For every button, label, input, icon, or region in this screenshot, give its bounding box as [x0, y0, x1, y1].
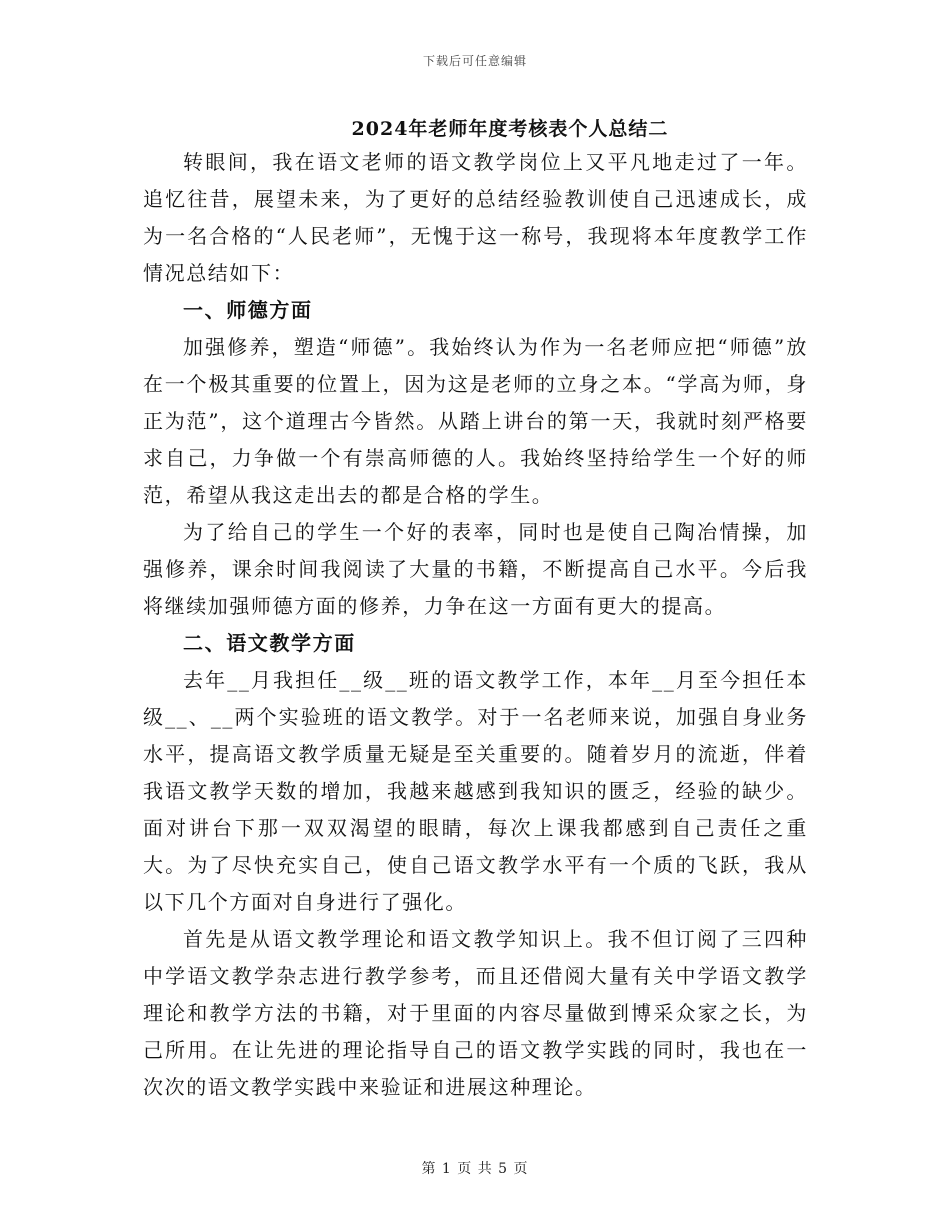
intro-paragraph: 转眼间，我在语文老师的语文教学岗位上又平凡地走过了一年。追忆往昔，展望未来，为了更好的总结经验教训使自己迅速成长，成为一名合格的“人民老师”，无愧于这一称号，我现将本年度教学工作情况总结如下：	[143, 150, 808, 285]
page-number: 第 1 页 共 5 页	[421, 1161, 529, 1177]
document-body	[143, 144, 808, 1106]
paragraph: 为了给自己的学生一个好的表率，同时也是使自己陶冶情操，加强修养，课余时间我阅读了大量的书籍，不断提高自己水平。今后我将继续加强师德方面的修养，力争在这一方面有更大的提高。	[143, 520, 808, 618]
document-title: 2024年老师年度考核表个人总结二	[351, 118, 669, 140]
paragraph: 首先是从语文教学理论和语文教学知识上。我不但订阅了三四种中学语文教学杂志进行教学参考，而且还借阅大量有关中学语文教学理论和教学方法的书籍，对于里面的内容尽量做到博采众家之长，为己所用。在让先进的理论指导自己的语文教学实践的同时，我也在一次次的语文教学实践中来验证和进展这种理论。	[143, 927, 808, 1099]
section-heading-teacher-ethics: 一、师德方面	[183, 298, 313, 322]
paragraph: 加强修养，塑造“师德”。我始终认为作为一名老师应把“师德”放在一个极其重要的位置上，因为这是老师的立身之本。“学高为师，身正为范”，这个道理古今皆然。从踏上讲台的第一天，我就时刻严格要求自己，力争做一个有崇高师德的人。我始终坚持给学生一个好的师范，希望从我这走出去的都是合格的学生。	[143, 335, 808, 507]
header-note: 下载后可任意编辑	[422, 54, 527, 68]
section-heading-chinese-teaching: 二、语文教学方面	[183, 631, 356, 655]
paragraph: 去年__月我担任__级__班的语文教学工作，本年__月至今担任本级__、__两个实验班的语文教学。对于一名老师来说，加强自身业务水平，提高语文教学质量无疑是至关重要的。随着岁月的流逝，伴着我语文教学天数的增加，我越来越感到我知识的匮乏，经验的缺少。面对讲台下那一双双渴望的眼睛，每次上课我都感到自己责任之重大。为了尽快充实自己，使自己语文教学水平有一个质的飞跃，我从以下几个方面对自身进行了强化。	[143, 668, 808, 914]
